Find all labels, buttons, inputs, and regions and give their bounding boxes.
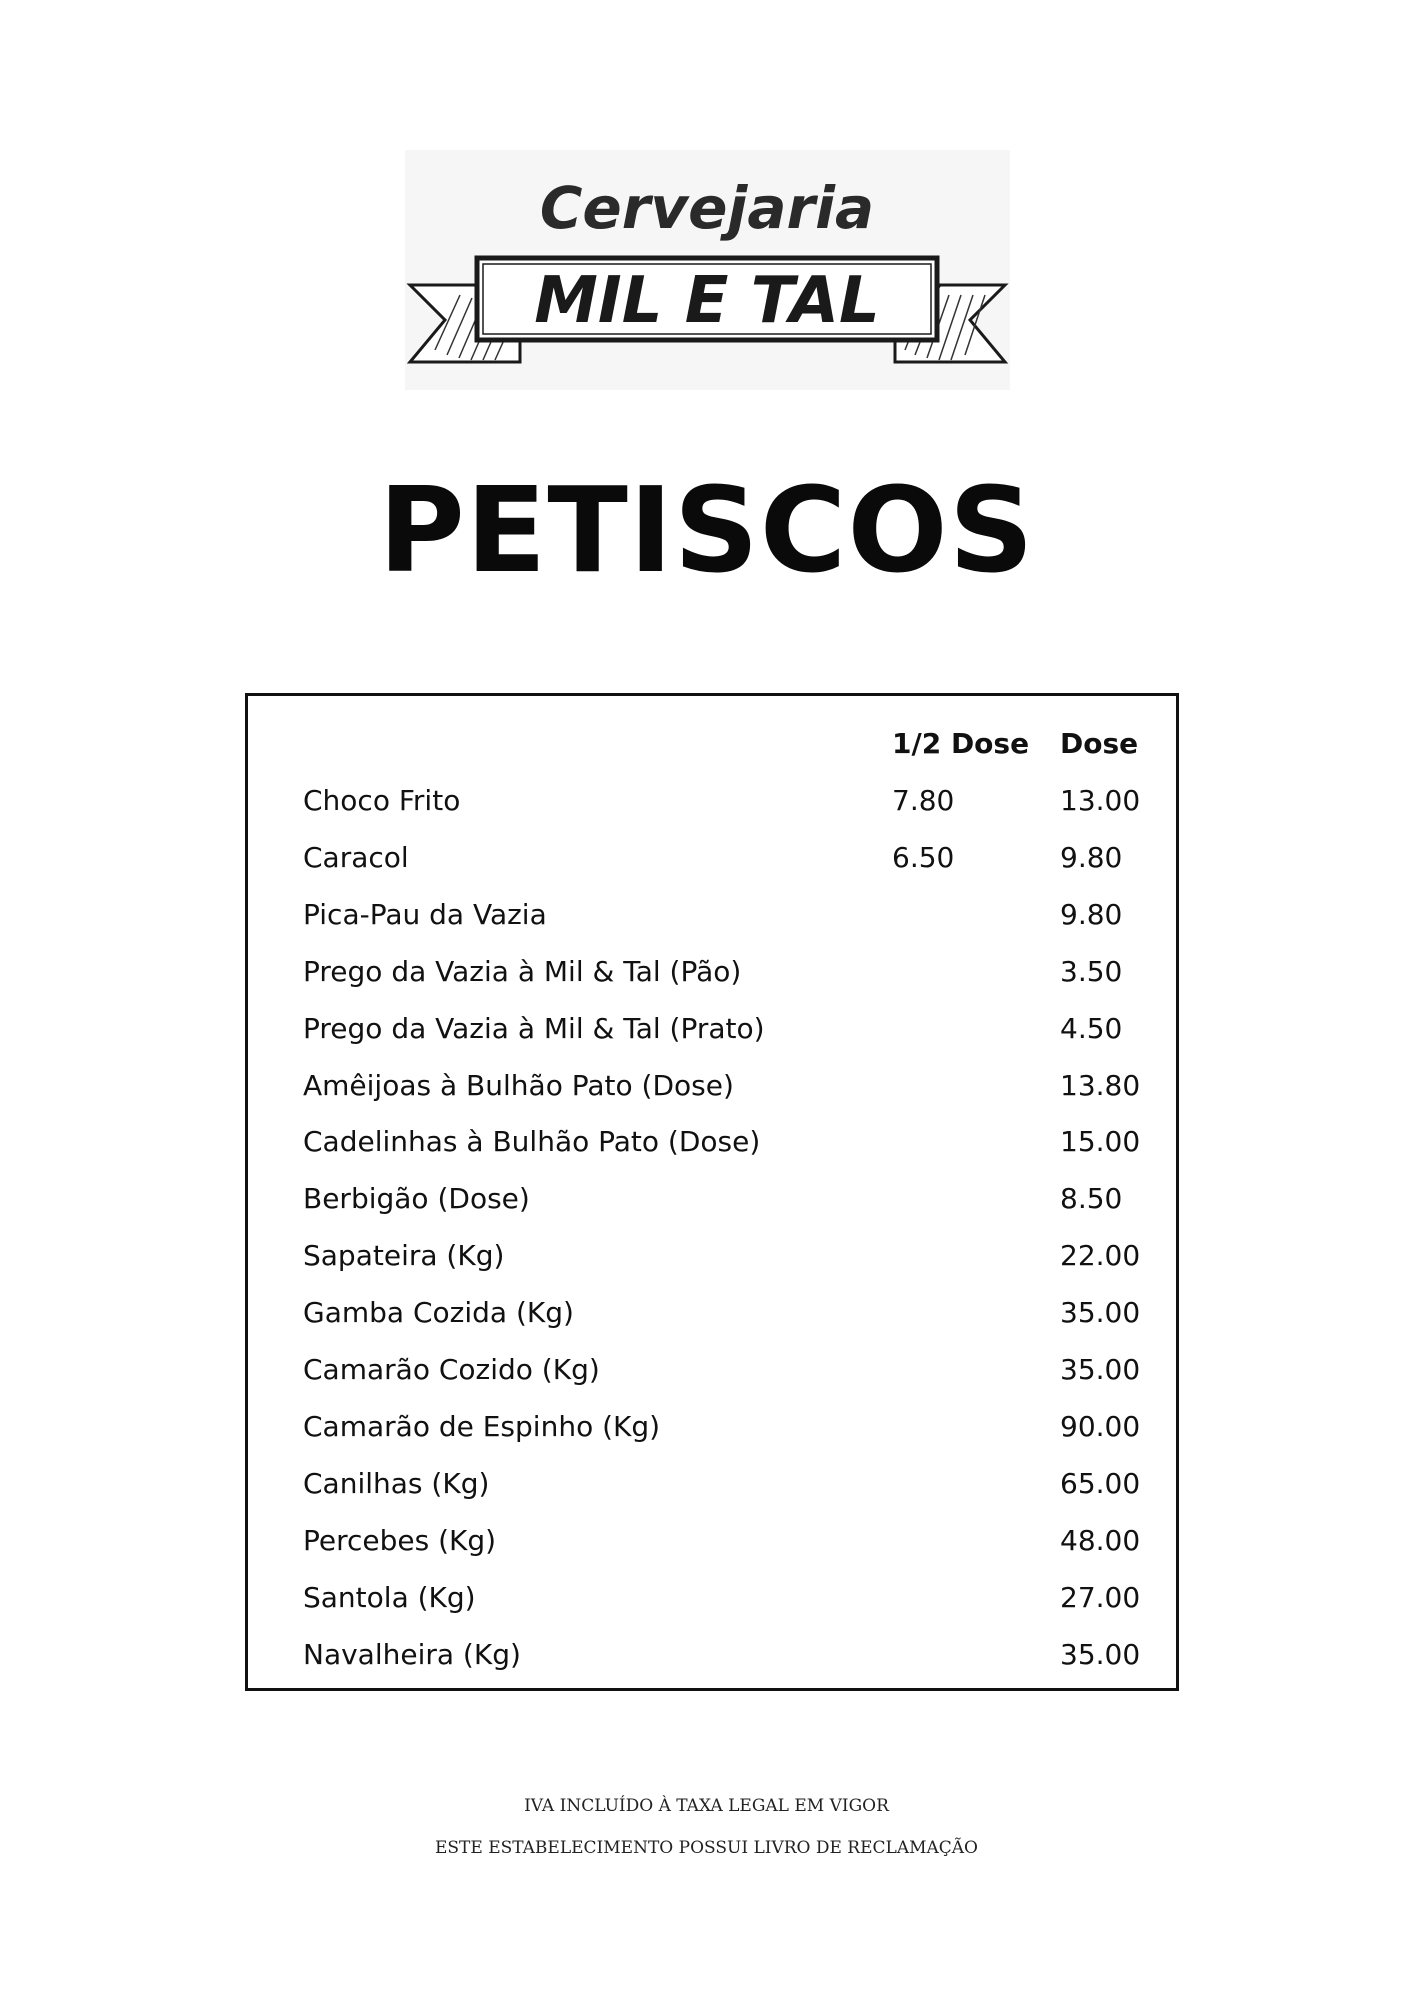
menu-item-dose-price: 9.80 [1060, 840, 1123, 874]
menu-item-row [248, 1000, 1176, 1057]
menu-item-dose-price: 15.00 [1060, 1125, 1141, 1159]
menu-item-row [248, 1113, 1176, 1170]
menu-item-dose-price: 13.80 [1060, 1068, 1141, 1102]
menu-item-name: Camarão Cozido (Kg) [303, 1353, 600, 1386]
menu-item-name: Caracol [303, 840, 409, 874]
menu-item-name: Berbigão (Dose) [303, 1182, 530, 1216]
menu-item-row [248, 1227, 1176, 1284]
menu-item-dose-price: 9.80 [1060, 897, 1123, 931]
menu-item-row [248, 1057, 1176, 1114]
menu-item-half-price: 6.50 [892, 840, 955, 874]
menu-item-name: Prego da Vazia à Mil & Tal (Pão) [303, 954, 742, 988]
menu-item-dose-price: 8.50 [1060, 1182, 1123, 1216]
menu-item-row [248, 886, 1176, 943]
menu-item-row [248, 1512, 1176, 1569]
menu-item-name: Prego da Vazia à Mil & Tal (Prato) [303, 1011, 765, 1045]
menu-item-name: Gamba Cozida (Kg) [303, 1296, 574, 1330]
menu-item-name: Sapateira (Kg) [303, 1239, 505, 1273]
menu-item-name: Choco Frito [303, 784, 461, 817]
menu-item-row [248, 1455, 1176, 1512]
menu-item-dose-price: 3.50 [1060, 954, 1123, 988]
menu-item-row [248, 943, 1176, 1000]
menu-item-name: Cadelinhas à Bulhão Pato (Dose) [303, 1125, 761, 1159]
menu-item-dose-price: 65.00 [1060, 1466, 1141, 1500]
footer-complaints-note: ESTE ESTABELECIMENTO POSSUI LIVRO DE RECLAMAÇÃO [434, 1838, 978, 1858]
menu-item-row [248, 1341, 1176, 1398]
menu-item-name: Camarão de Espinho (Kg) [303, 1409, 661, 1443]
menu-item-dose-price: 4.50 [1060, 1011, 1123, 1045]
menu-item-row [248, 1569, 1176, 1626]
logo-main-text: MIL E TAL [534, 264, 880, 338]
header-half-dose: 1/2 Dose [892, 727, 1030, 760]
logo-top-text: Cervejaria [539, 174, 875, 242]
menu-item-dose-price: 48.00 [1060, 1523, 1141, 1557]
menu-item-name: Santola (Kg) [303, 1580, 476, 1614]
menu-table [245, 693, 1179, 1691]
menu-item-row [248, 1398, 1176, 1455]
menu-item-dose-price: 35.00 [1060, 1637, 1141, 1671]
menu-item-dose-price: 35.00 [1060, 1353, 1141, 1386]
header-dose: Dose [1060, 727, 1139, 760]
menu-item-dose-price: 90.00 [1060, 1409, 1141, 1443]
menu-item-name: Amêijoas à Bulhão Pato (Dose) [303, 1068, 734, 1102]
menu-header-row [248, 715, 1176, 772]
menu-item-dose-price: 35.00 [1060, 1296, 1141, 1330]
menu-item-row [248, 772, 1176, 829]
menu-item-name: Pica-Pau da Vazia [303, 897, 547, 931]
menu-item-dose-price: 27.00 [1060, 1580, 1141, 1614]
footer-vat-note: IVA INCLUÍDO À TAXA LEGAL EM VIGOR [524, 1796, 889, 1816]
menu-item-dose-price: 13.00 [1060, 784, 1141, 817]
menu-item-name: Percebes (Kg) [303, 1523, 497, 1557]
menu-item-name: Canilhas (Kg) [303, 1466, 490, 1500]
page-title: PETISCOS [378, 461, 1035, 599]
menu-item-dose-price: 22.00 [1060, 1239, 1141, 1273]
menu-item-row [248, 1284, 1176, 1341]
brand-logo [405, 150, 1010, 390]
menu-item-name: Navalheira (Kg) [303, 1637, 521, 1671]
menu-item-row [248, 829, 1176, 886]
menu-item-half-price: 7.80 [892, 784, 955, 817]
menu-item-row [248, 1170, 1176, 1227]
menu-item-row [248, 1626, 1176, 1683]
